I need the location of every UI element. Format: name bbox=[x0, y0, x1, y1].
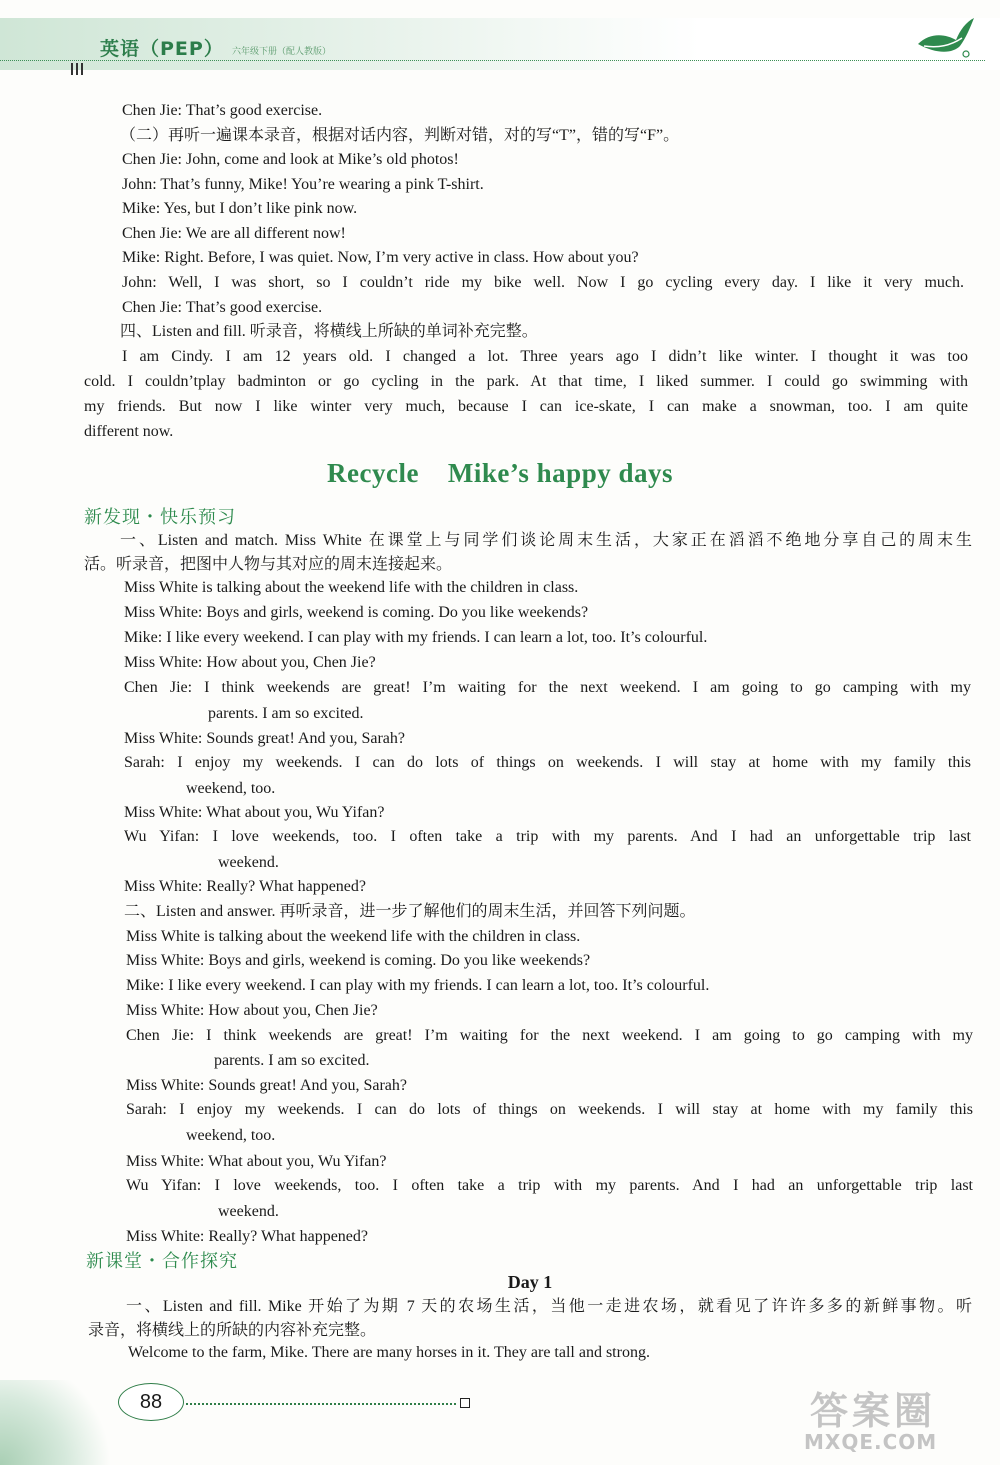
instruction-line: 二、Listen and answer. 再听录音，进一步了解他们的周末生活，并回答下列问题。 bbox=[124, 903, 696, 920]
passage-line: I am Cindy. I am 12 years old. I changed a lot. Three years ago I didn’t like winter. I thought it was too bbox=[122, 348, 968, 365]
dialogue-line: Miss White: Sounds great! And you, Sarah? bbox=[126, 1077, 408, 1094]
instruction-line: 活。听录音，把图中人物与其对应的周末连接起来。 bbox=[84, 556, 453, 573]
watermark-logo bbox=[800, 1378, 990, 1458]
dialogue-line: Mike: I like every weekend. I can play with my friends. I can learn a lot, too. It’s colourful. bbox=[126, 977, 710, 994]
instruction-line: 一、Listen and fill. Mike 开始了为期 7 天的农场生活，当他一走进农场，就看见了许许多多的新鲜事物。听 bbox=[126, 1298, 972, 1315]
watermark-text: 答案圈 bbox=[810, 1389, 937, 1433]
dialogue-line: Chen Jie: That’s good exercise. bbox=[122, 299, 323, 316]
dialogue-line: Miss White: How about you, Chen Jie? bbox=[124, 654, 376, 671]
text-line: Chen Jie: That’s good exercise. bbox=[122, 102, 323, 119]
dialogue-line: Miss White: What about you, Wu Yifan? bbox=[126, 1153, 387, 1170]
dialogue-line: Miss White: What about you, Wu Yifan? bbox=[124, 804, 385, 821]
dialogue-line: Miss White: Really? What happened? bbox=[124, 878, 367, 895]
passage-line: different now. bbox=[84, 423, 174, 440]
dialogue-line: Sarah: I enjoy my weekends. I can do lots of things on weekends. I will stay at home with my family this bbox=[124, 754, 971, 771]
dialogue-line: Miss White: Boys and girls, weekend is coming. Do you like weekends? bbox=[124, 604, 589, 621]
instruction-line: （二）再听一遍课本录音，根据对话内容，判断对错，对的写“T”，错的写“F”。 bbox=[120, 127, 680, 144]
footer-dotted-rule bbox=[186, 1403, 456, 1406]
class-heading: 新课堂・合作探究 bbox=[86, 1251, 238, 1272]
dialogue-line: Wu Yifan: I love weekends, too. I often take a trip with my parents. And I had an unforgettable trip last bbox=[124, 828, 971, 845]
book-subtitle: 六年级下册（配人教版） bbox=[232, 47, 332, 57]
passage-line: cold. I couldn’tplay badminton or go cycling in the park. At that time, I liked summer. I could go swimming with bbox=[84, 373, 968, 390]
preview-heading: 新发现・快乐预习 bbox=[84, 507, 236, 528]
book-title: 英语（PEP） bbox=[100, 38, 224, 60]
section-title: Recycle Mike’s happy days bbox=[327, 458, 673, 488]
dialogue-line: Chen Jie: I think weekends are great! I’m waiting for the next weekend. I am going to go camping with my bbox=[126, 1027, 973, 1044]
dialogue-line: Mike: Yes, but I don’t like pink now. bbox=[122, 200, 358, 217]
dialogue-line: Chen Jie: John, come and look at Mike’s old photos! bbox=[122, 151, 459, 168]
page-header bbox=[0, 0, 1000, 80]
passage-line: my friends. But now I like winter very much, because I can ice-skate, I can make a snowman, too. I am quite bbox=[84, 398, 968, 415]
dialogue-line: Miss White is talking about the weekend life with the children in class. bbox=[124, 579, 579, 596]
instruction-line: 录音，将横线上的所缺的内容补充完整。 bbox=[88, 1322, 377, 1339]
instruction-line: 四、Listen and fill. 听录音，将横线上所缺的单词补充完整。 bbox=[120, 323, 538, 340]
header-divider bbox=[0, 60, 985, 62]
dialogue-line: Chen Jie: I think weekends are great! I’m waiting for the next weekend. I am going to go camping with my bbox=[124, 679, 971, 696]
dialogue-line: Wu Yifan: I love weekends, too. I often take a trip with my parents. And I had an unforgettable trip last bbox=[126, 1177, 973, 1194]
page-number: 88 bbox=[118, 1383, 184, 1421]
dialogue-line: weekend. bbox=[218, 1203, 279, 1220]
dialogue-line: weekend, too. bbox=[186, 1127, 276, 1144]
dialogue-line: Mike: Right. Before, I was quiet. Now, I’m very active in class. How about you? bbox=[122, 249, 639, 266]
footer-decoration bbox=[0, 1380, 120, 1465]
dialogue-line: weekend, too. bbox=[186, 780, 276, 797]
day-heading: Day 1 bbox=[507, 1272, 553, 1292]
dialogue-line: Chen Jie: We are all different now! bbox=[122, 225, 346, 242]
dialogue-line: Sarah: I enjoy my weekends. I can do lots of things on weekends. I will stay at home with my family this bbox=[126, 1101, 973, 1118]
dialogue-line: Miss White: Sounds great! And you, Sarah? bbox=[124, 730, 406, 747]
dialogue-line: Mike: I like every weekend. I can play with my friends. I can learn a lot, too. It’s colourful. bbox=[124, 629, 708, 646]
watermark-url: MXQE.COM bbox=[804, 1430, 938, 1454]
dialogue-line: weekend. bbox=[218, 854, 279, 871]
dialogue-line: parents. I am so excited. bbox=[208, 705, 364, 722]
dialogue-line: Miss White is talking about the weekend life with the children in class. bbox=[126, 928, 581, 945]
header-bars-icon bbox=[71, 63, 85, 75]
dialogue-line: Miss White: Really? What happened? bbox=[126, 1228, 369, 1245]
dialogue-line: Miss White: How about you, Chen Jie? bbox=[126, 1002, 378, 1019]
dialogue-line: John: Well, I was short, so I couldn’t ride my bike well. Now I go cycling every day. I like it very much. bbox=[122, 274, 964, 291]
dialogue-line: John: That’s funny, Mike! You’re wearing a pink T-shirt. bbox=[122, 176, 484, 193]
passage-line: Welcome to the farm, Mike. There are many horses in it. They are tall and strong. bbox=[128, 1344, 650, 1361]
footer-square-icon bbox=[460, 1398, 470, 1408]
dialogue-line: parents. I am so excited. bbox=[214, 1052, 370, 1069]
leaf-logo-icon bbox=[916, 14, 976, 62]
instruction-line: 一、Listen and match. Miss White 在课堂上与同学们谈论周末生活，大家正在滔滔不绝地分享自己的周末生 bbox=[120, 532, 972, 549]
dialogue-line: Miss White: Boys and girls, weekend is coming. Do you like weekends? bbox=[126, 952, 591, 969]
